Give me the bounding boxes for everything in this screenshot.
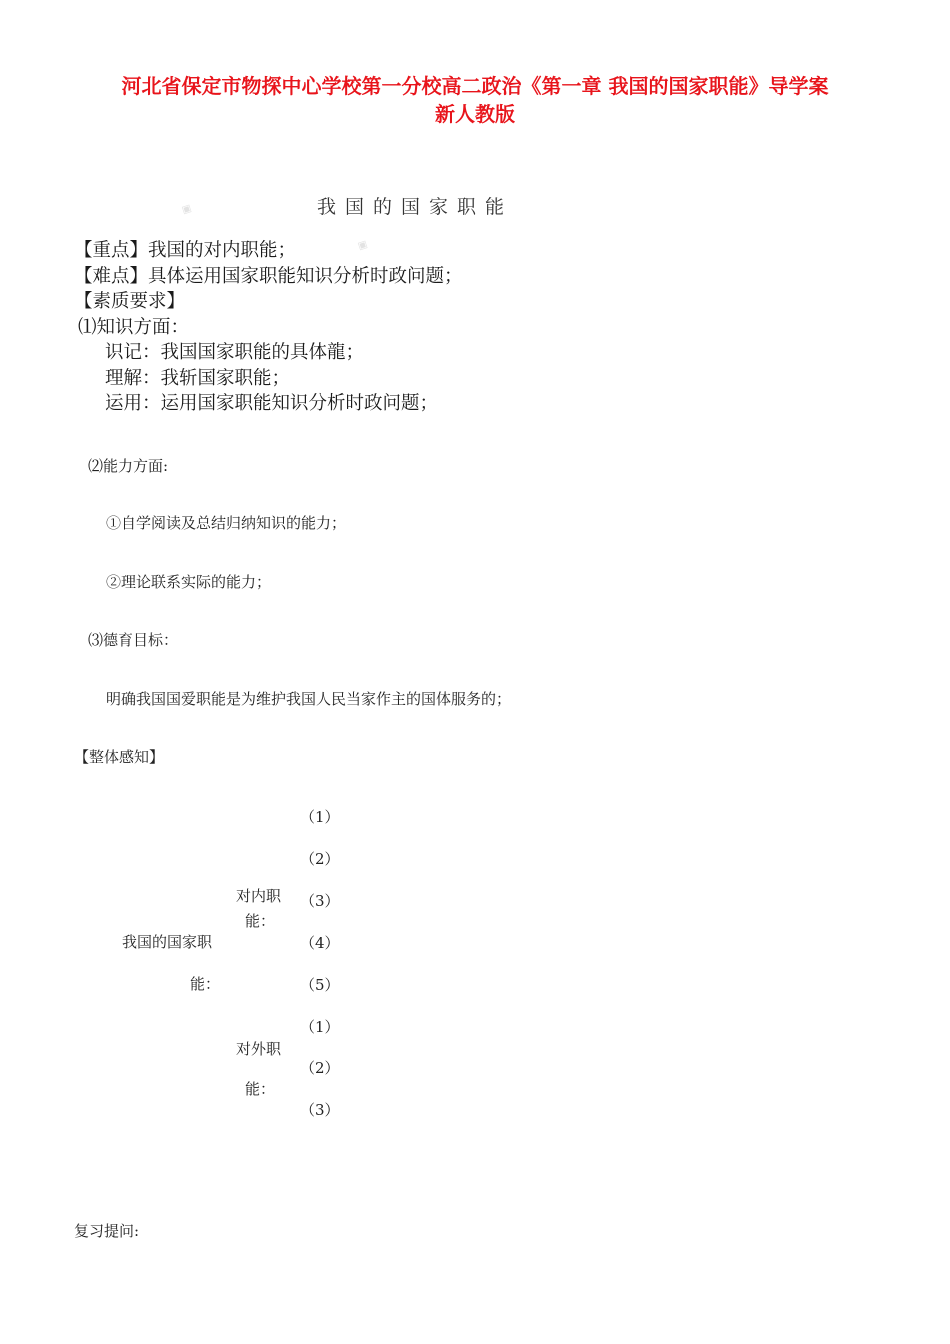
document-title (40, 72, 910, 128)
title-line-1: 河北省保定市物探中心学校第一分校高二政治《第一章 我国的国家职能》导学案 (121, 74, 829, 98)
internal-label-line-1: 对内职 (236, 887, 282, 905)
internal-item: （1） (300, 808, 340, 826)
root-label-line-2: 能： (190, 975, 221, 993)
quality-heading: 【素质要求】 (74, 291, 186, 312)
external-item: （3） (300, 1101, 340, 1119)
moral-text: 明确我国国爱职能是为维护我国人民当家作主的国体服务的； (106, 690, 512, 708)
internal-label-line-2: 能： (245, 912, 276, 930)
external-item: （1） (300, 1018, 340, 1036)
external-item: （2） (300, 1059, 340, 1077)
recall-line: 识记：我国国家职能的具体龍； (105, 342, 365, 363)
key-point: 【重点】我国的对内职能； (74, 240, 297, 261)
title-line-2: 新人教版 (435, 102, 515, 126)
internal-item: （5） (300, 976, 340, 994)
review-heading: 复习提问: (74, 1222, 140, 1240)
ability-item-1: ①自学阅读及总结归纳知识的能力； (106, 514, 347, 532)
moral-heading: ⑶德育目标： (88, 631, 179, 649)
overview-heading: 【整体感知】 (74, 748, 165, 766)
external-label-line-2: 能： (245, 1080, 276, 1098)
external-label-line-1: 对外职 (236, 1040, 282, 1058)
understand-line: 理解：我斩国家职能； (105, 367, 291, 389)
internal-item: （4） (300, 934, 340, 952)
apply-line: 运用：运用国家职能知识分析时政问题； (105, 393, 439, 414)
ability-heading: ⑵能力方面: (88, 457, 169, 475)
section-title: 我国的国家职能 (316, 196, 513, 218)
watermark: ▣ (180, 202, 193, 217)
difficulty-point: 【难点】具体运用国家职能知识分析时政问题； (74, 265, 463, 287)
knowledge-heading: ⑴知识方面： (78, 316, 190, 338)
internal-item: （3） (300, 892, 340, 910)
cropped-line (74, 417, 594, 429)
internal-item: （2） (300, 850, 340, 868)
root-label-line-1: 我国的国家职 (122, 933, 213, 951)
objectives-block (74, 238, 594, 429)
watermark: ▣ (356, 238, 369, 253)
ability-item-2: ②理论联系实际的能力； (106, 573, 272, 591)
